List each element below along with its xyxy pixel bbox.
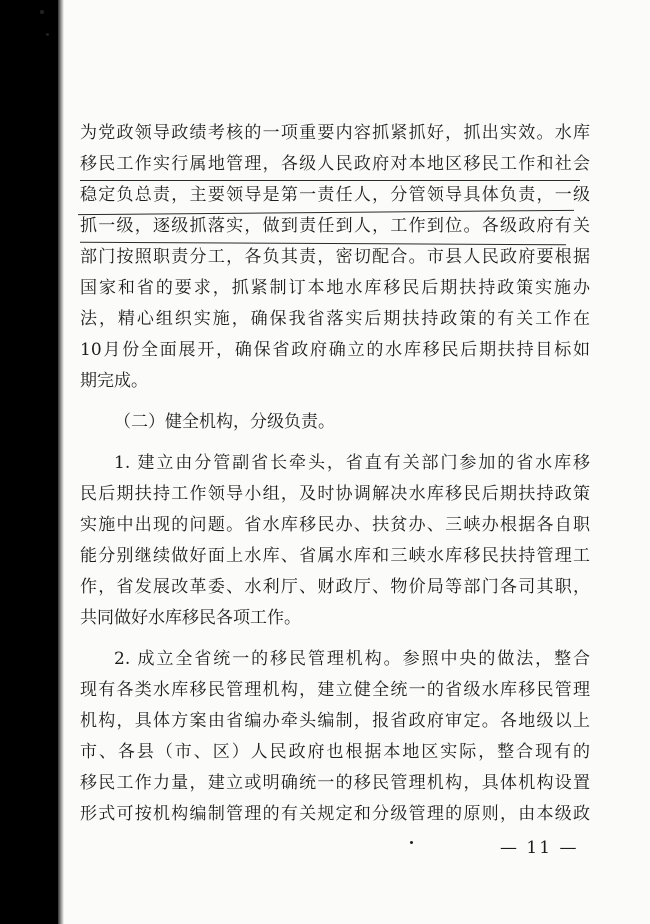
- text-line: 现有各类水库移民管理机构，建立健全统一的省级水库移民管理: [80, 680, 590, 700]
- pen-underline: [80, 180, 580, 181]
- scan-speck: [46, 33, 49, 36]
- text-line: 能分别继续做好面上水库、省属水库和三峡水库移民扶持管理工: [80, 546, 590, 566]
- text-line: 形式可按机构编制管理的有关规定和分级管理的原则，由本级政: [80, 804, 590, 824]
- paragraph-2: [80, 448, 590, 634]
- section-heading: （二）健全机构，分级负责。: [114, 412, 335, 432]
- text-line: 移民工作实行属地管理，各级人民政府对本地区移民工作和社会: [80, 154, 590, 174]
- text-line: 移民工作力量，建立或明确统一的移民管理机构，具体机构设置: [80, 773, 590, 793]
- page-number: — 11 —: [500, 838, 579, 858]
- text-line: 法，精心组织实施，确保我省落实后期扶持政策的有关工作在: [80, 309, 590, 329]
- text-line: 民后期扶持工作领导小组，及时协调解决水库移民后期扶持政策: [80, 484, 590, 504]
- text-line: 国家和省的要求，抓紧制订本地水库移民后期扶持政策实施办: [80, 278, 590, 298]
- text-line: 共同做好水库移民各项工作。: [80, 608, 301, 628]
- document-body: [80, 118, 590, 830]
- text-line: 稳定负总责，主要领导是第一责任人，分管领导具体负责，一级: [80, 185, 590, 205]
- text-line: 机构，具体方案由省编办牵头编制，报省政府审定。各地级以上: [80, 711, 590, 731]
- text-line: 作，省发展改革委、水利厅、财政厅、物价局等部门各司其职，: [80, 577, 590, 597]
- scan-speck: [40, 10, 44, 14]
- text-line: 部门按照职责分工，各负其责，密切配合。市县人民政府要根据: [80, 247, 590, 267]
- paragraph-3: [80, 644, 590, 830]
- text-line: 1. 建立由分管副省长牵头，省直有关部门参加的省水库移: [114, 453, 590, 473]
- scan-left-edge: [0, 0, 58, 924]
- paragraph-1: [80, 118, 590, 397]
- text-line: 期完成。: [80, 371, 148, 391]
- text-line: 为党政领导政绩考核的一项重要内容抓紧抓好，抓出实效。水库: [80, 123, 590, 143]
- text-line: 实施中出现的问题。省水库移民办、扶贫办、三峡办根据各自职: [80, 515, 590, 535]
- text-line: 10月份全面展开，确保省政府确立的水库移民后期扶持目标如: [80, 340, 590, 360]
- text-line: 2. 成立全省统一的移民管理机构。参照中央的做法，整合: [114, 649, 590, 669]
- text-line: 抓一级，逐级抓落实，做到责任到人，工作到位。各级政府有关: [80, 216, 590, 236]
- text-line: 市、各县（市、区）人民政府也根据本地区实际，整合现有的: [80, 742, 590, 762]
- scan-speck: [410, 841, 413, 844]
